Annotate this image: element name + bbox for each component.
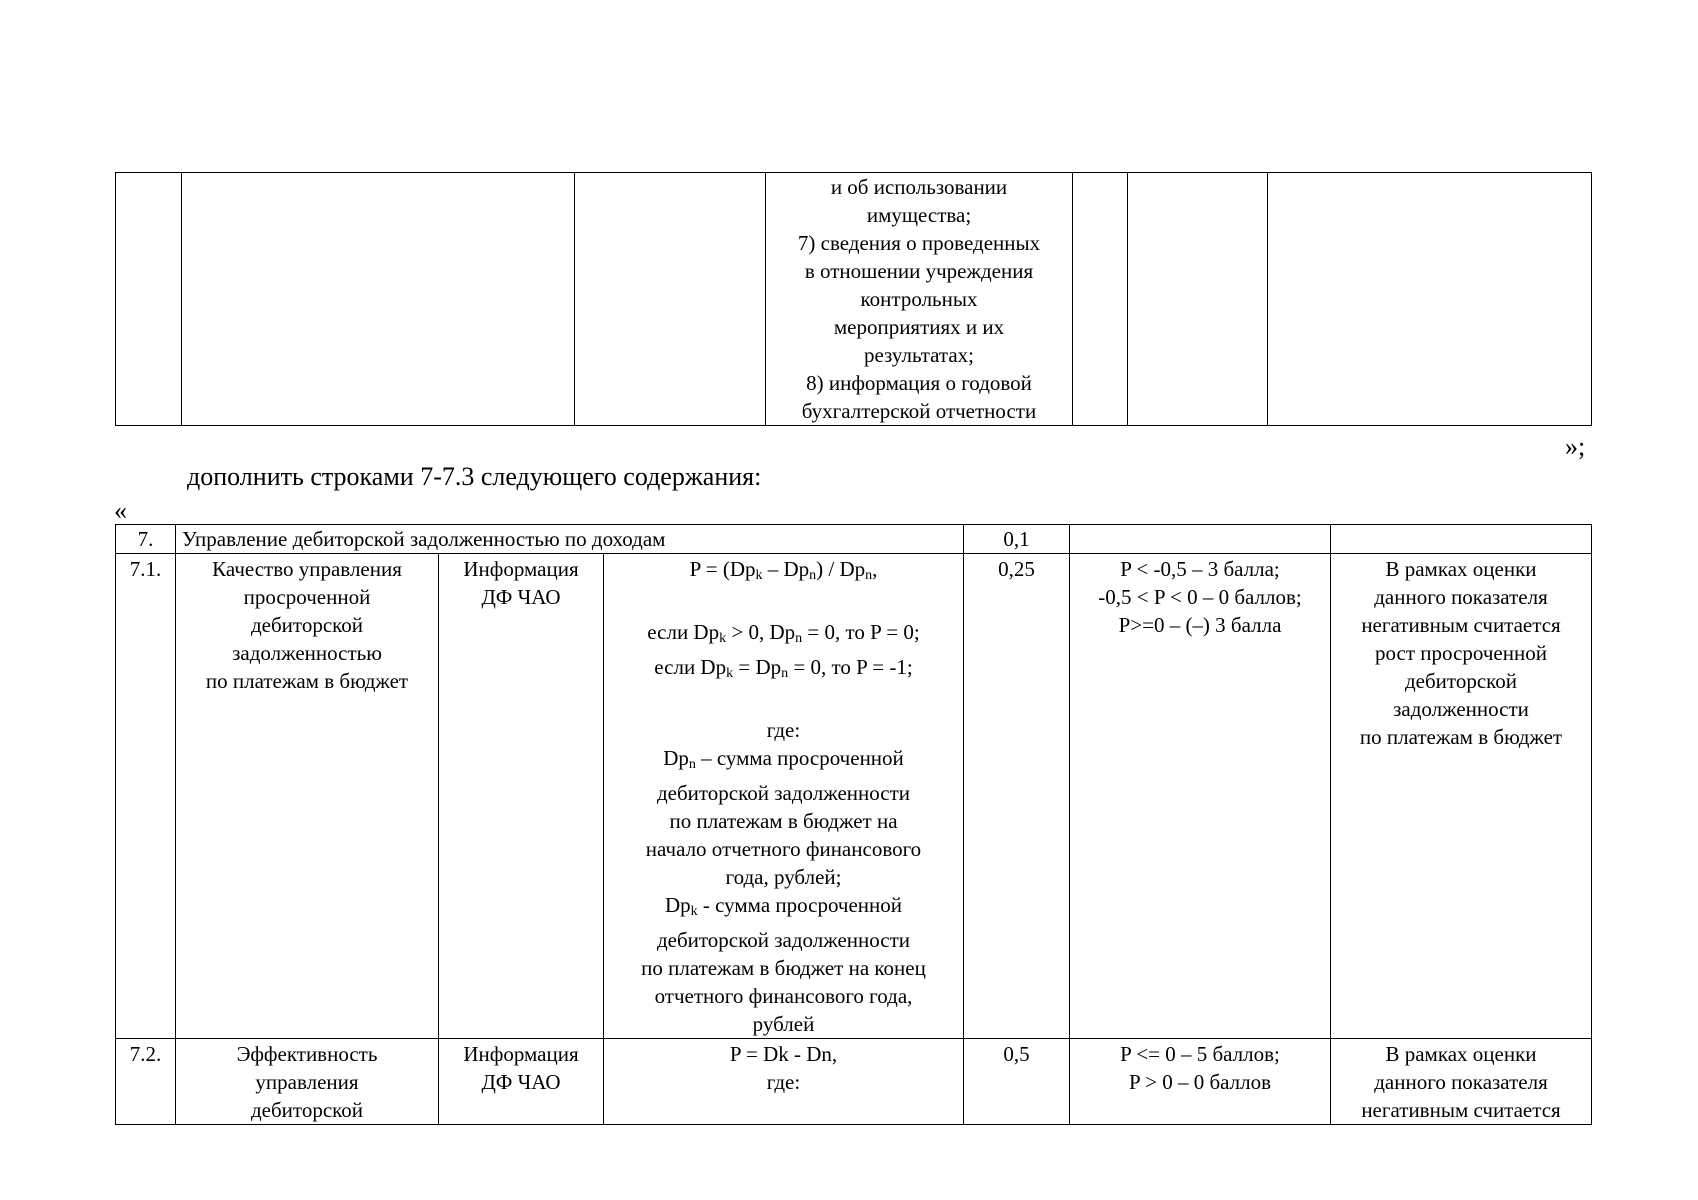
weight: 0,25 (964, 554, 1070, 1039)
scoring-scale: P < -0,5 – 3 балла; -0,5 < P < 0 – 0 баллов; P>=0 – (–) 3 балла (1070, 554, 1331, 1039)
cell-empty (182, 173, 575, 426)
table-row (116, 1039, 1592, 1125)
table-row (116, 554, 1592, 1039)
data-source: Информация ДФ ЧАО (439, 554, 604, 1039)
intro-text: дополнить строками 7-7.3 следующего содержания: (187, 462, 762, 491)
cell-empty (1268, 173, 1592, 426)
scoring-scale: P <= 0 – 5 баллов; P > 0 – 0 баллов (1070, 1039, 1331, 1125)
comment: В рамках оценки данного показателя негативным считается (1331, 1039, 1592, 1125)
previous-table (115, 172, 1592, 426)
comment: В рамках оценки данного показателя негативным считается рост просроченной дебиторской задолженности по платежам в бюджет (1331, 554, 1592, 1039)
cell-empty (1331, 525, 1592, 554)
indicators-table (115, 524, 1592, 1125)
row-number: 7.1. (116, 554, 176, 1039)
cell-empty (1070, 525, 1331, 554)
table-row (116, 173, 1592, 426)
cell-empty (1073, 173, 1128, 426)
table-row (116, 525, 1592, 554)
indicator-name: Качество управления просроченной дебиторской задолженностью по платежам в бюджет (176, 554, 439, 1039)
formula: $P = (Dp_k - Dp_n) / Dp_n$, если $Dp_k > 0$, $Dp_n = 0$, то P = 0; если $Dp_k = Dp_n = 0$, то P = -1; где: $Dp_n$ – сумма просроченной дебиторской задолженности по платежам в бюджет на начало отчетного финансового года, рублей; $Dp_k$ - сумма просроченной дебиторской задолженности по платежам в бюджет на конец отчетного финансового года, рублей (604, 554, 964, 1039)
cell-empty (575, 173, 766, 426)
cell-empty (1128, 173, 1268, 426)
close-quote: »; (1565, 432, 1586, 461)
section-title: Управление дебиторской задолженностью по доходам (176, 525, 964, 554)
cell-content-info: и об использовании имущества; 7) сведения о проведенных в отношении учреждения контрольных мероприятиях и их результатах; 8) информация о годовой бухгалтерской отчетности (766, 173, 1073, 426)
weight: 0,5 (964, 1039, 1070, 1125)
weight: 0,1 (964, 525, 1070, 554)
formula: P = Dk - Dn, где: (604, 1039, 964, 1125)
indicator-name: Эффективность управления дебиторской (176, 1039, 439, 1125)
row-number: 7.2. (116, 1039, 176, 1125)
data-source: Информация ДФ ЧАО (439, 1039, 604, 1125)
row-number: 7. (116, 525, 176, 554)
cell-empty (116, 173, 182, 426)
open-quote: « (114, 496, 127, 525)
